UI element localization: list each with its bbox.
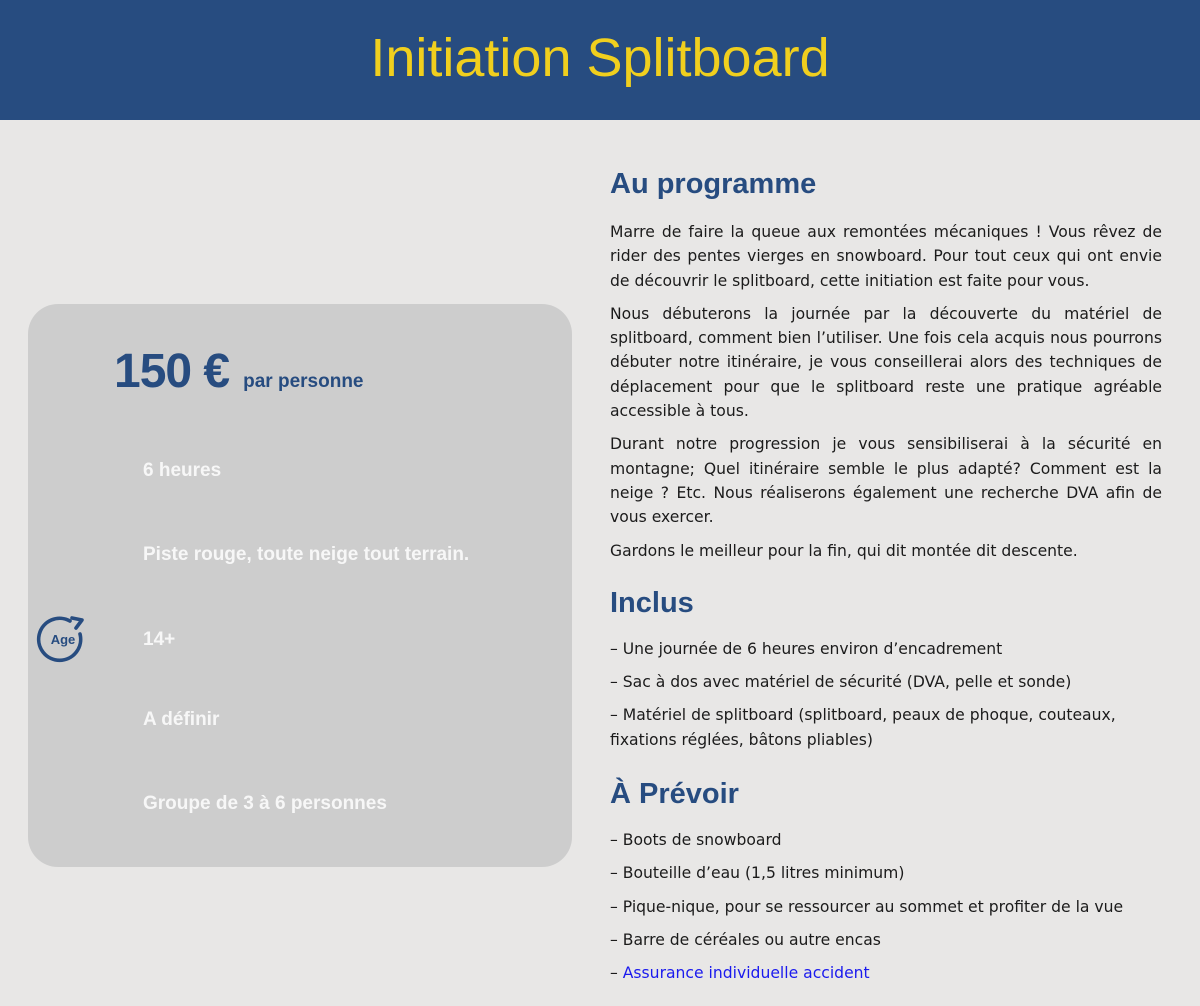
duration-text: 6 heures xyxy=(143,460,222,481)
bring-item-3: – Pique-nique, pour se ressourcer au sommet et profiter de la vue xyxy=(610,897,1124,916)
price-unit: par personne xyxy=(243,371,364,392)
page-header xyxy=(0,0,1200,120)
age-icon xyxy=(36,612,90,666)
price-amount: 150 € xyxy=(114,345,230,398)
price-block xyxy=(114,344,364,399)
info-row-group xyxy=(28,784,572,824)
included-item-3: – Matériel de splitboard (splitboard, peaux de phoque, couteaux, fixations réglées, bâtons pliables) xyxy=(610,706,1116,749)
info-row-age xyxy=(28,620,572,660)
bring-item-2: – Bouteille d’eau (1,5 litres minimum) xyxy=(610,864,905,883)
page-title: Initiation Splitboard xyxy=(370,28,830,88)
program-paragraph-2: Nous débuterons la journée par la découverte du matériel de splitboard, comment bien l’utiliser. Une fois cela acquis nous pourrons débuter notre itinéraire, je vous conseillerai alors des techniques de déplacement pour que le splitboard reste une pratique agréable accessible à tous. xyxy=(610,304,1162,421)
info-row-date xyxy=(28,700,572,740)
info-row-level xyxy=(28,535,572,575)
program-paragraph-3: Durant notre progression je vous sensibiliserai à la sécurité en montagne; Quel itinéraire semble le plus adapté? Comment est la neige ? Etc. Nous réaliserons également une recherche DVA afin de vous exercer. xyxy=(610,435,1162,527)
program-heading: Au programme xyxy=(610,168,817,200)
bring-item-4: – Barre de céréales ou autre encas xyxy=(610,930,881,949)
group-text: Groupe de 3 à 6 personnes xyxy=(143,793,387,814)
bring-item-1: – Boots de snowboard xyxy=(610,831,782,850)
bring-item-5 xyxy=(610,961,1162,985)
included-heading: Inclus xyxy=(610,586,694,619)
program-paragraph-1: Marre de faire la queue aux remontées mécaniques ! Vous rêvez de rider des pentes vierges en snowboard. Pour tout ceux qui ont envie de découvrir le splitboard, cette initiation est faite pour vous. xyxy=(610,223,1162,290)
main-content xyxy=(610,164,1162,986)
included-item-2: – Sac à dos avec matériel de sécurité (DVA, pelle et sonde) xyxy=(610,673,1072,692)
age-text: 14+ xyxy=(143,629,176,650)
date-text: A définir xyxy=(143,709,220,730)
bring-item-5-prefix: – xyxy=(610,964,623,983)
insurance-link[interactable]: Assurance individuelle accident xyxy=(622,964,870,983)
bring-heading: À Prévoir xyxy=(610,778,739,811)
age-icon-label: Age xyxy=(50,632,76,647)
included-item-1: – Une journée de 6 heures environ d’encadrement xyxy=(610,639,1003,658)
info-row-duration xyxy=(28,451,572,491)
info-card xyxy=(28,304,572,867)
program-paragraph-4: Gardons le meilleur pour la fin, qui dit montée dit descente. xyxy=(610,541,1078,560)
level-text: Piste rouge, toute neige tout terrain. xyxy=(143,544,470,565)
